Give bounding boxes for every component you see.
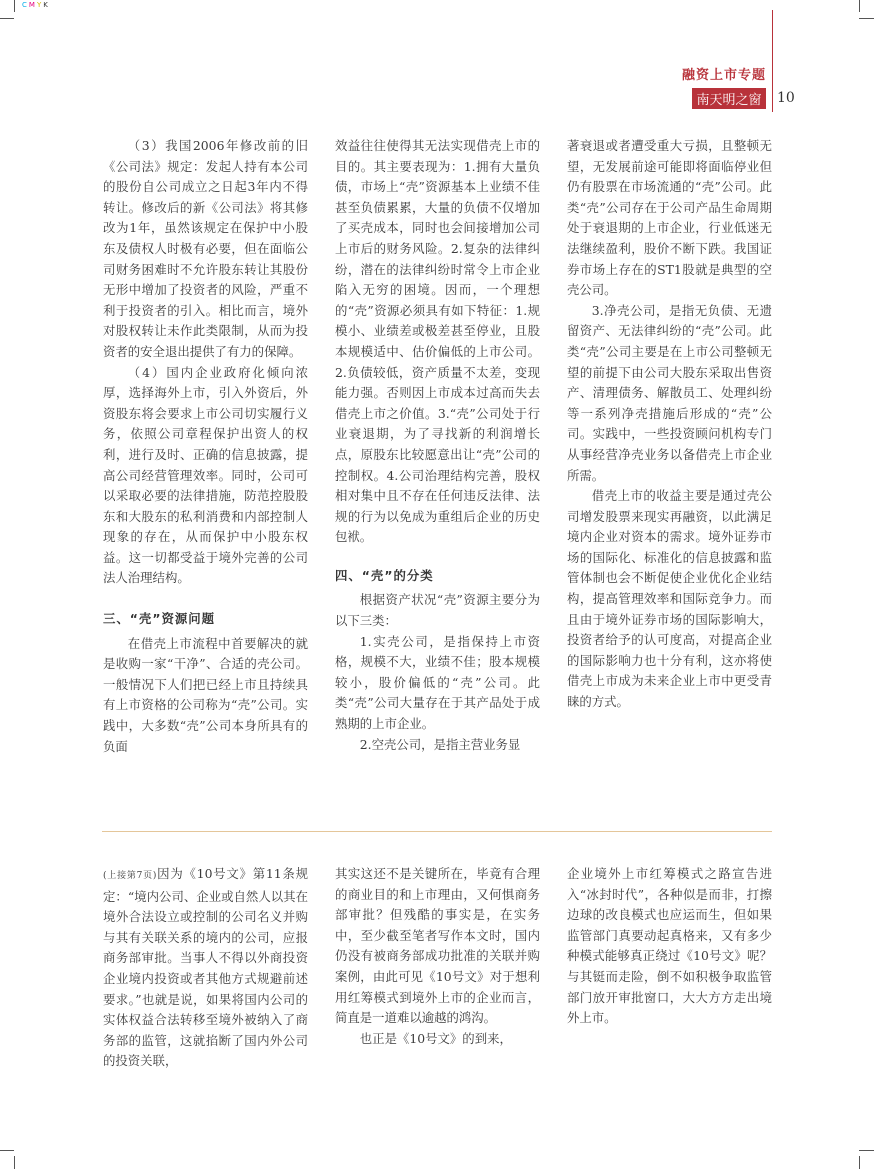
lower-column-3 [567,864,772,1029]
crop-mark [14,1156,15,1169]
page-number: 10 [777,90,795,106]
paragraph: （4）国内企业政府化倾向浓厚，选择海外上市，引入外资后，外资股东将会要求上市公司切实履行义务，依照公司章程保护出资人的权利，进行及时、正确的信息披露，提高公司经营管理效率。同时，公司可以采取必要的法律措施，防范控股股东和大股东的私利消费和内部控制人现象的存在，从而保护中小股东权益。这一切都受益于境外完善的公司法人治理结构。 [103,364,308,586]
section-divider [102,831,772,832]
paragraph-text: 因为《10号文》第11条规定：“境内公司、企业或自然人以其在境外合法设立或控制的公司名义并购与其有关联关系的境内的公司，应报商务部审批。当事人不得以外商投资企业境内投资或者其他方式规避前述要求。”也就是说，如果将国内公司的实体权益合法转移至境外被纳入了商务部的监管，这就掐断了国内外公司的投资关联， [103,866,308,1069]
crop-mark [859,18,874,19]
crop-mark [859,1156,860,1169]
lower-column-2 [335,864,540,1049]
black-mark: K [43,1,50,9]
paragraph: 借壳上市的收益主要是通过壳公司增发股票来现实再融资，以此满足境内企业对资本的需求。境外证券市场的国际化、标准化的信息披露和监管体制也会不断促使企业优化企业结构，提高管理效率和国际竞争力。而且由于境外证券市场的国际影响大，投资者给予的认可度高，对提高企业的国际影响力也十分有利，这亦将使借壳上市成为未来企业上市中更受青睐的方式。 [567,488,772,710]
crop-mark [859,1150,874,1151]
cyan-mark: C [22,1,29,9]
paragraph: 其实这还不是关键所在，毕竟有合理的商业目的和上市理由，又何惧商务部审批？但残酷的事实是，在实务中，至少截至笔者写作本文时，国内仍没有被商务部成功批准的关联并购案例，由此可见《10号文》对于想利用红筹模式到境外上市的企业而言，简直是一道难以逾越的鸿沟。 [335,866,540,1026]
color-registration-marks [22,1,50,9]
magenta-mark: M [28,1,37,9]
paragraph: 企业境外上市红筹模式之路宣告进入“冰封时代”，各种似是而非，打擦边球的改良模式也应运而生，但如果监管部门真要动起真格来，又有多少种模式能够真正绕过《10号文》呢？与其铤而走险，倒不如积极争取监管部门放开审批窗口，大大方方走出境外上市。 [567,866,772,1026]
column-name-badge: 南天明之窗 [692,88,766,109]
paragraph: 根据资产状况“壳”资源主要分为以下三类： [335,592,540,629]
paragraph: （3）我国2006年修改前的旧《公司法》规定：发起人持有本公司的股份自公司成立之日起3年内不得转让。修改后的新《公司法》将其修改为1年，虽然该规定在保护中小股东及债权人时极有必要，但在面临公司财务困难时不允许股东转让其股份无形中增加了投资者的风险，严重不利于投资者的引入。相比而言，境外对股权转让未作此类限制，从而为投资者的安全退出提供了有力的保障。 [103,138,308,359]
lower-column-1 [103,864,308,1072]
paragraph: 1.实壳公司，是指保持上市资格，规模不大，业绩不佳；股本规模较小，股价偏低的“壳”公司。此类“壳”公司大量存在于其产品处于成熟期的上市企业。 [335,633,540,732]
paragraph: 在借壳上市流程中首要解决的就是收购一家“干净”、合适的壳公司。一般情况下人们把已经上市且持续具有上市资格的公司称为“壳”公司。实践中，大多数“壳”公司本身所具有的负面 [103,635,308,754]
yellow-mark: Y [36,1,44,9]
paragraph: 效益往往使得其无法实现借壳上市的目的。其主要表现为：1.拥有大量负债，市场上“壳”资源基本上业绩不佳甚至负债累累，大量的负债不仅增加了买壳成本，同时也会间接增加公司上市后的财务风险。2.复杂的法律纠纷，潜在的法律纠纷时常令上市企业陷入无穷的困境。因而，一个理想的“壳”资源必须具有如下特征：1.规模小、业绩差或极差甚至停业，且股本规模适中、估价偏低的上市公司。2.负债较低，资产质量不太差，变现能力强。否则因上市成本过高而失去借壳上市之价值。3.“壳”公司处于行业衰退期，为了寻找新的利润增长点，原股东比较愿意出让“壳”公司的控制权。4.公司治理结构完善，股权相对集中且不存在任何违反法律、法规的行为以免成为重组后企业的历史包袱。 [335,138,540,545]
header-rule [772,10,773,112]
paragraph: 2.空壳公司，是指主营业务显 [359,736,521,752]
paragraph: 3.净壳公司，是指无负债、无遗留资产、无法律纠纷的“壳”公司。此类“壳”公司主要是在上市公司整顿无望的前提下由公司大股东采取出售资产、清理债务、解散员工、处理纠纷等一系列净壳措施后形成的“壳”公司。实践中，一些投资顾问机构专门从事经营净壳业务以备借壳上市企业所需。 [567,302,772,483]
paragraph: 著衰退或者遭受重大亏损，且整顿无望，无发展前途可能即将面临停业但仍有股票在市场流通的“壳”公司。此类“壳”公司存在于公司产品生命周期处于衰退期的上市企业，行业低迷无法继续盈利，股价不断下跌。我国证券市场上存在的ST1股就是典型的空壳公司。 [567,138,772,298]
section-title: 融资上市专题 [681,68,766,83]
upper-column-1 [103,136,308,757]
upper-column-3 [567,136,772,713]
crop-mark [0,1150,14,1151]
crop-mark [14,0,15,12]
crop-mark [0,18,14,19]
crop-mark [859,0,860,12]
paragraph: 也正是《10号文》的到来， [359,1030,512,1046]
upper-column-2 [335,136,540,755]
section-heading: 三、“壳”资源问题 [103,611,216,627]
paragraph [103,864,308,1072]
section-heading: 四、“壳”的分类 [335,567,434,583]
continued-note: (上接第7页) [103,871,157,881]
